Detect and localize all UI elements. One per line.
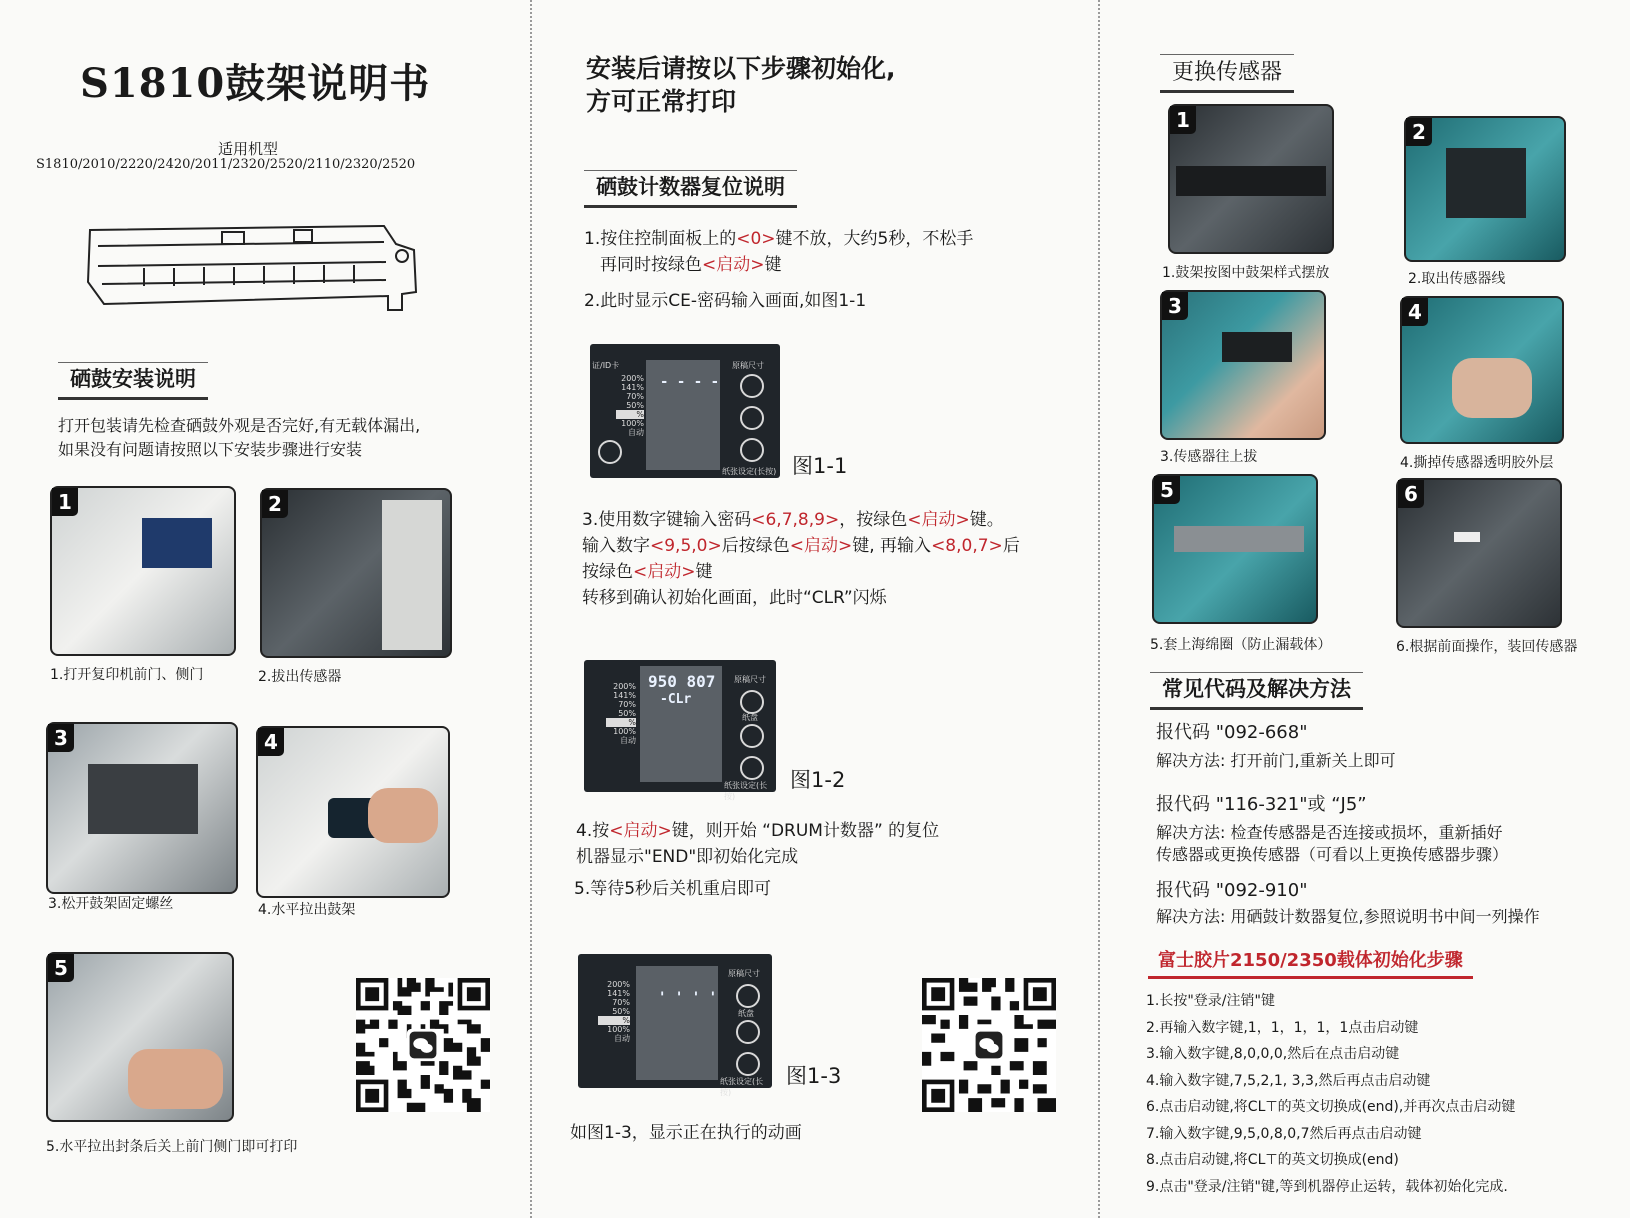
step-number: 5 (1154, 476, 1180, 504)
install-step-3-caption: 3.松开鼓架固定螺丝 (48, 896, 174, 912)
lcd-panel-fig-1-1: 证/ID卡 - - - - 200% 141% 70% 50% % 100% 自动 原稿尺寸 纸张设定(长按) (590, 344, 780, 478)
install-step-4-photo (256, 726, 450, 898)
step-number: 6 (1398, 480, 1424, 508)
figure-1-3-note: 如图1-3，显示正在执行的动画 (570, 1123, 802, 1143)
reset-heading: 硒鼓计数器复位说明 (584, 170, 797, 208)
install-step-2-photo (260, 488, 452, 658)
code-2: 报代码 "116-321"或 “J5” (1156, 794, 1367, 815)
code-1: 报代码 "092-668" (1156, 722, 1308, 743)
models-label: 适用机型 (218, 140, 279, 158)
code-3-solution: 解决方法: 用硒鼓计数器复位,参照说明书中间一列操作 (1156, 907, 1540, 926)
install-step-5-photo (46, 952, 234, 1122)
fuji-step: 3.输入数字键,8,0,0,0,然后在点击启动键 (1146, 1046, 1400, 1062)
codes-heading: 常见代码及解决方法 (1150, 672, 1363, 710)
fuji-step: 4.输入数字键,7,5,2,1, 3,3,然后再点击启动键 (1146, 1072, 1431, 1089)
code-1-solution: 解决方法: 打开前门,重新关上即可 (1156, 751, 1396, 770)
init-heading-line-2: 方可正常打印 (586, 87, 737, 116)
sensor-step-1-photo (1168, 104, 1334, 254)
step-number: 4 (1402, 298, 1428, 326)
sensor-step-2-caption: 2.取出传感器线 (1408, 271, 1506, 287)
lcd-panel-fig-1-2: 950 807 -CLr 200% 141% 70% 50% % 100% 自动 原稿尺寸 纸盘 纸张设定(长按) (584, 660, 776, 792)
models-list: S1810/2010/2220/2420/2011/2320/2520/2110/2320/2520 (36, 157, 416, 172)
step-number: 1 (1170, 106, 1196, 134)
sensor-step-1-caption: 1.鼓架按图中鼓架样式摆放 (1162, 265, 1330, 281)
step-number: 5 (48, 954, 74, 982)
fuji-step: 6.点击启动键,将CL⊤的英文切换成(end),并再次点击启动键 (1146, 1099, 1516, 1115)
step-number: 4 (258, 728, 284, 756)
code-3: 报代码 "092-910" (1156, 880, 1308, 901)
step-number: 3 (48, 724, 74, 752)
reset-step-2: 2.此时显示CE-密码输入画面,如图1-1 (584, 291, 867, 311)
sensor-step-3-caption: 3.传感器往上拔 (1160, 449, 1258, 465)
init-heading-line-1: 安装后请按以下步骤初始化, (586, 54, 896, 83)
fuji-step: 2.再输入数字键,1，1，1，1，1点击启动键 (1146, 1019, 1419, 1036)
sensor-step-6-photo (1396, 478, 1562, 628)
install-step-5-caption: 5.水平拉出封条后关上前门侧门即可打印 (46, 1139, 298, 1155)
figure-label-1-2: 图1-2 (790, 768, 846, 792)
install-step-4-caption: 4.水平拉出鼓架 (258, 902, 356, 918)
fuji-step: 8.点击启动键,将CL⊤的英文切换成(end) (1146, 1152, 1399, 1168)
reset-step-1: 1.按住控制面板上的<0>键不放，大约5秒，不松手 再同时按绿色<启动>键 (584, 229, 974, 275)
lcd-panel-fig-1-3: ' ' ' ' 200% 141% 70% 50% % 100% 自动 原稿尺寸 纸盘 纸张设定(长按) (578, 954, 772, 1088)
fuji-step: 9.点击"登录/注销"键,等到机器停止运转，载体初始化完成. (1146, 1178, 1508, 1195)
sensor-heading: 更换传感器 (1160, 54, 1294, 93)
install-step-1-caption: 1.打开复印机前门、侧门 (50, 667, 204, 683)
fold-line-right (1098, 0, 1100, 1218)
figure-label-1-1: 图1-1 (792, 454, 848, 478)
sensor-step-3-photo (1160, 290, 1326, 440)
code-2-solution-line-2: 传感器或更换传感器（可看以上更换传感器步骤） (1156, 845, 1509, 864)
sensor-step-5-photo (1152, 474, 1318, 624)
code-2-solution-line-1: 解决方法: 检查传感器是否连接或损坏，重新插好 (1156, 823, 1503, 842)
document-title: S1810鼓架说明书 (80, 60, 431, 107)
step-number: 1 (52, 488, 78, 516)
reset-step-3: 3.使用数字键输入密码<6,7,8,9>，按绿色<启动>键。 输入数字<9,5,0>后按绿色<启动>键, 再输入<8,0,7>后 按绿色<启动>键 转移到确认初始化画面，此时“CLR”闪烁 (582, 510, 1020, 608)
fuji-init-heading: 富士胶片2150/2350载体初始化步骤 (1148, 946, 1473, 979)
install-step-3-photo (46, 722, 238, 894)
fuji-step: 1.长按"登录/注销"键 (1146, 993, 1275, 1009)
install-step-1-photo (50, 486, 236, 656)
fuji-step: 7.输入数字键,9,5,0,8,0,7然后再点击启动键 (1146, 1125, 1422, 1142)
fold-line-left (530, 0, 532, 1218)
wechat-qr-code-2 (922, 978, 1056, 1112)
fuji-init-steps (1146, 988, 1515, 1200)
sensor-step-6-caption: 6.根据前面操作，装回传感器 (1396, 639, 1578, 655)
sensor-step-5-caption: 5.套上海绵圈（防止漏载体） (1150, 637, 1332, 653)
sensor-step-2-photo (1404, 116, 1566, 262)
step-number: 2 (1406, 118, 1432, 146)
step-number: 3 (1162, 292, 1188, 320)
install-heading: 硒鼓安装说明 (58, 362, 208, 400)
drum-unit-illustration (84, 220, 424, 320)
install-intro-line-1: 打开包装请先检查硒鼓外观是否完好,有无载体漏出, (58, 416, 421, 435)
sensor-step-4-caption: 4.撕掉传感器透明胶外层 (1400, 455, 1554, 471)
figure-label-1-3: 图1-3 (786, 1064, 842, 1088)
install-step-2-caption: 2.拔出传感器 (258, 669, 342, 685)
wechat-qr-code (356, 978, 490, 1112)
sensor-step-4-photo (1400, 296, 1564, 444)
reset-step-5: 5.等待5秒后关机重启即可 (574, 879, 772, 899)
install-intro-line-2: 如果没有问题请按照以下安装步骤进行安装 (58, 440, 363, 459)
reset-step-4: 4.按<启动>键，则开始 “DRUM计数器” 的复位 机器显示"END"即初始化完成 (576, 821, 940, 867)
step-number: 2 (262, 490, 288, 518)
